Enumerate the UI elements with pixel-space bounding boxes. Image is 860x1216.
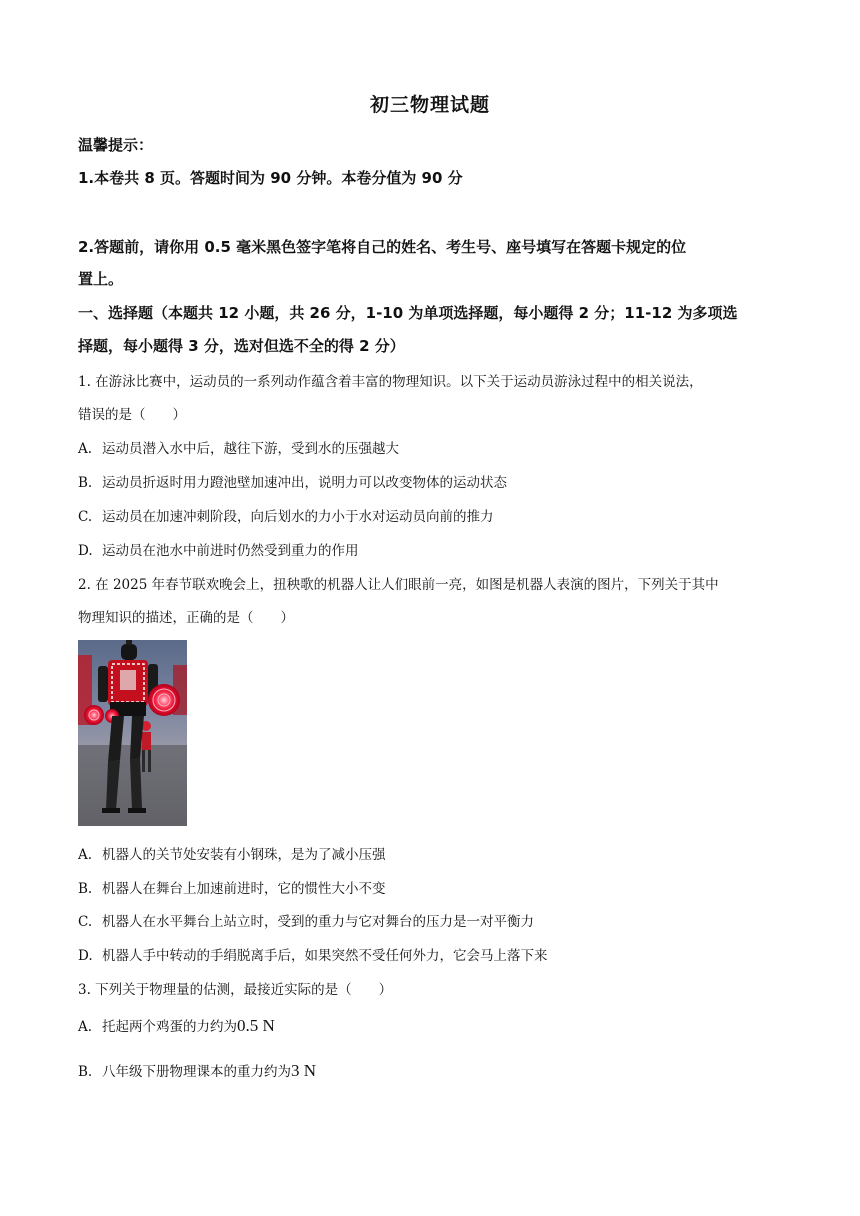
question-2-stem-line-1: 2. 在 2025 年春节联欢晚会上，扭秧歌的机器人让人们眼前一亮，如图是机器人表演的图片，下列关于其中 — [78, 577, 719, 593]
option-letter: A. — [78, 847, 93, 863]
question-3-option-b[interactable] — [78, 1060, 316, 1081]
question-2-stem-line-2: 物理知识的描述，正确的是（ ） — [78, 610, 294, 626]
question-1-stem-line-1: 1. 在游泳比赛中，运动员的一系列动作蕴含着丰富的物理知识。以下关于运动员游泳过程中的相关说法， — [78, 374, 703, 390]
question-2-option-d[interactable] — [78, 944, 548, 964]
option-letter: D. — [78, 543, 93, 559]
option-letter: C. — [78, 914, 93, 930]
option-text: 机器人手中转动的手绢脱离手后，如果突然不受任何外力，它会马上落下来 — [102, 948, 548, 964]
question-2-option-c[interactable] — [78, 910, 534, 930]
question-2-option-a[interactable] — [78, 843, 386, 863]
option-letter: A. — [78, 441, 93, 457]
option-letter: B. — [78, 1064, 93, 1080]
option-text: 八年级下册物理课本的重力约为 — [102, 1064, 291, 1080]
option-text: 运动员在池水中前进时仍然受到重力的作用 — [102, 543, 359, 559]
robot-performance-photo — [78, 640, 187, 826]
option-letter: A. — [78, 1019, 93, 1035]
question-1-option-c[interactable] — [78, 505, 494, 525]
option-letter: B. — [78, 475, 93, 491]
tips-item-1: 1.本卷共 8 页。答题时间为 90 分钟。本卷分值为 90 分 — [78, 169, 463, 187]
section-heading-line-2: 择题，每小题得 3 分，选对但选不全的得 2 分） — [78, 337, 405, 355]
page-title: 初三物理试题 — [369, 94, 490, 116]
option-text: 托起两个鸡蛋的力约为 — [102, 1019, 237, 1035]
tips-heading: 温馨提示： — [78, 136, 154, 154]
option-letter: C. — [78, 509, 93, 525]
option-value: 0.5 N — [237, 1016, 275, 1035]
tips-item-2-line-1: 2.答题前，请你用 0.5 毫米黑色签字笔将自己的姓名、考生号、座号填写在答题卡规定的位 — [78, 238, 687, 256]
option-text: 机器人在水平舞台上站立时，受到的重力与它对舞台的压力是一对平衡力 — [102, 914, 534, 930]
question-2-option-b[interactable] — [78, 877, 386, 897]
option-text: 运动员潜入水中后，越往下游，受到水的压强越大 — [102, 441, 399, 457]
option-text: 机器人在舞台上加速前进时，它的惯性大小不变 — [102, 881, 386, 897]
option-text: 运动员折返时用力蹬池壁加速冲出，说明力可以改变物体的运动状态 — [102, 475, 507, 491]
tips-item-2-line-2: 置上。 — [78, 270, 124, 288]
question-3-stem: 3. 下列关于物理量的估测，最接近实际的是（ ） — [78, 982, 393, 998]
option-letter: B. — [78, 881, 93, 897]
option-text: 运动员在加速冲刺阶段，向后划水的力小于水对运动员向前的推力 — [102, 509, 494, 525]
section-heading-line-1: 一、选择题（本题共 12 小题，共 26 分，1-10 为单项选择题，每小题得 2 分；11-12 为多项选 — [78, 304, 738, 322]
question-1-stem-line-2: 错误的是（ ） — [78, 407, 186, 423]
question-3-option-a[interactable] — [78, 1015, 275, 1036]
question-1-option-a[interactable] — [78, 437, 399, 457]
option-letter: D. — [78, 948, 93, 964]
option-value: 3 N — [291, 1061, 317, 1080]
question-1-option-b[interactable] — [78, 471, 507, 491]
question-1-option-d[interactable] — [78, 539, 359, 559]
option-text: 机器人的关节处安装有小钢珠，是为了减小压强 — [102, 847, 386, 863]
